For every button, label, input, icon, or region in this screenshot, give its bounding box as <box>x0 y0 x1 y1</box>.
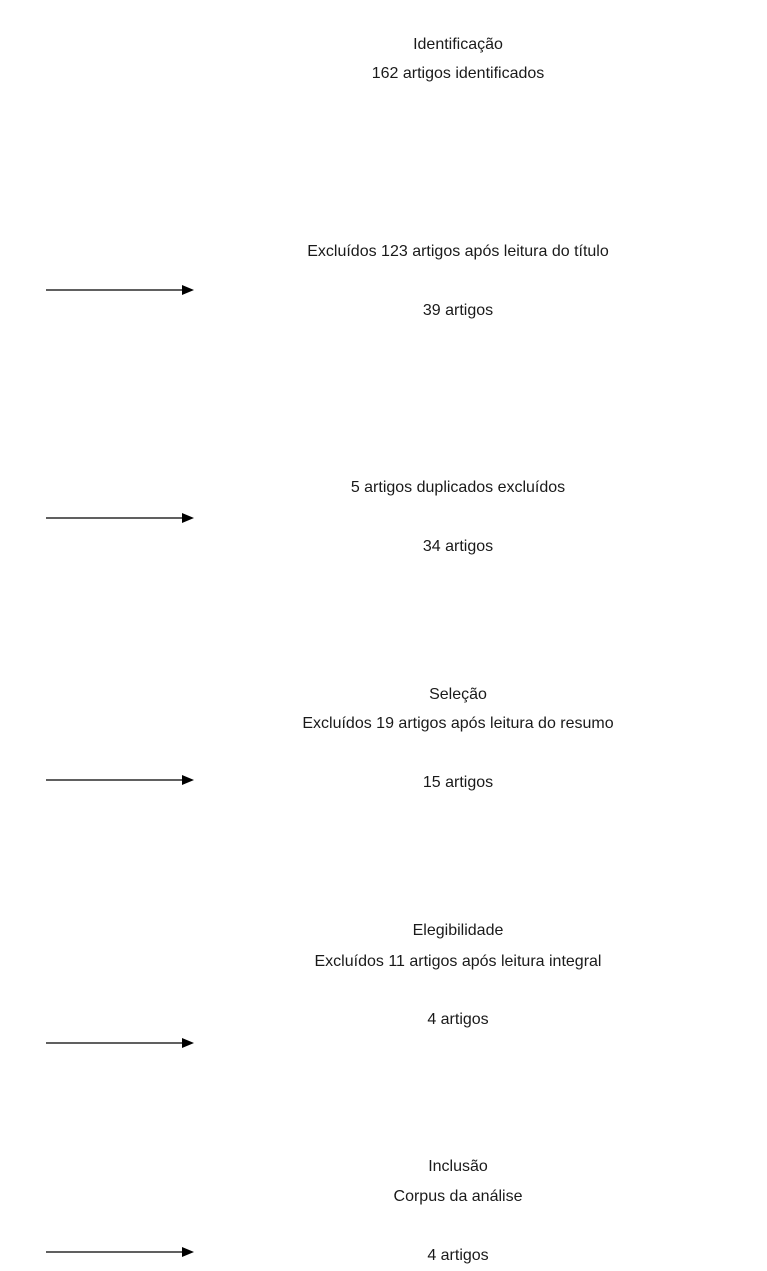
step-selecao-remaining: 15 artigos <box>422 774 494 791</box>
step-duplicados-remaining: 34 artigos <box>422 538 494 555</box>
step-selecao-heading: Seleção <box>429 686 487 703</box>
step-elegibilidade-exclusion: Excluídos 11 artigos após leitura integral <box>314 953 602 970</box>
step-elegibilidade-remaining: 4 artigos <box>427 1011 489 1028</box>
step-duplicados-exclusion: 5 artigos duplicados excluídos <box>350 479 566 496</box>
flow-arrow-icon <box>46 1037 196 1049</box>
step-titulo-exclusion: Excluídos 123 artigos após leitura do título <box>307 243 609 260</box>
flow-arrow-icon <box>46 284 196 296</box>
step-inclusao-remaining: 4 artigos <box>427 1247 489 1264</box>
step-identificacao-count: 162 artigos identificados <box>371 65 545 82</box>
step-selecao-exclusion: Excluídos 19 artigos após leitura do resumo <box>302 715 614 732</box>
step-titulo-remaining: 39 artigos <box>422 302 494 319</box>
step-inclusao-heading: Inclusão <box>428 1158 488 1175</box>
step-elegibilidade-heading: Elegibilidade <box>412 922 504 939</box>
step-identificacao-heading: Identificação <box>413 36 503 53</box>
step-inclusao-description: Corpus da análise <box>393 1188 523 1205</box>
flow-arrow-icon <box>46 512 196 524</box>
